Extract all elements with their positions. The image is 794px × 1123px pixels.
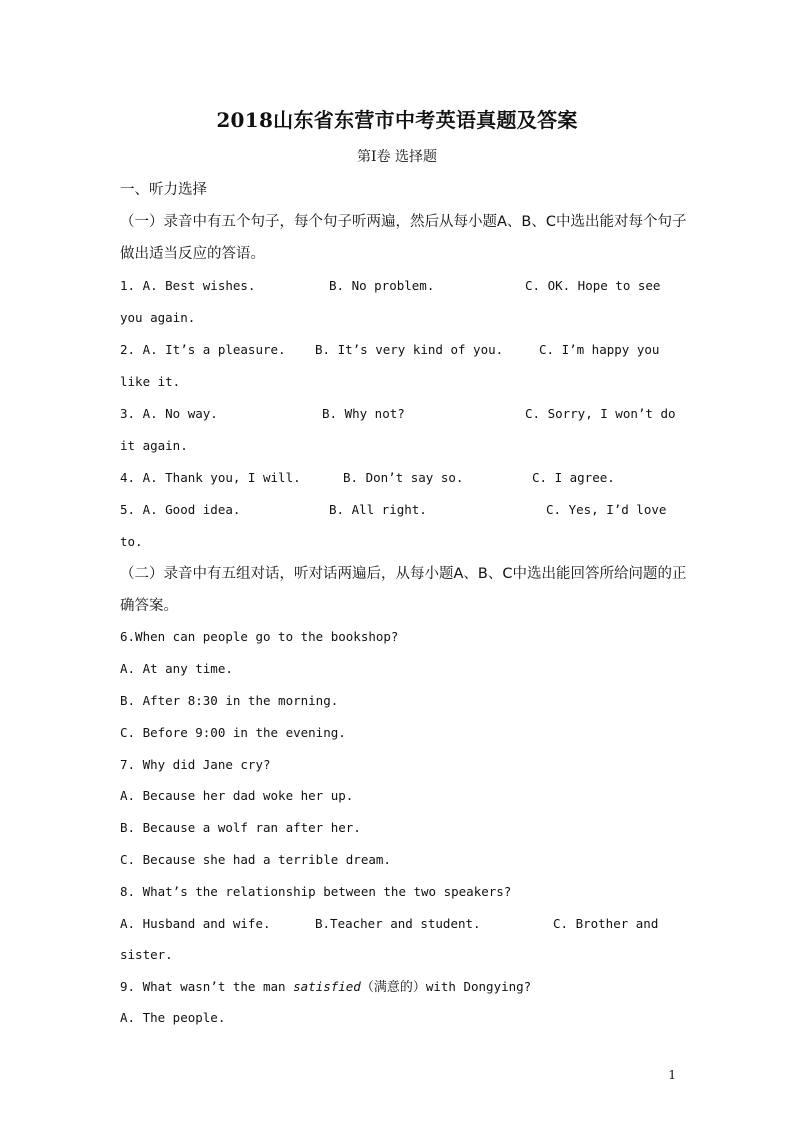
q7-option-c: C. Because she had a terrible dream. (120, 852, 391, 867)
q8-option-c: C. Brother and (553, 916, 659, 931)
section-heading: 一、听力选择 (120, 182, 207, 198)
q3-option-a: 3. A. No way. (120, 406, 218, 421)
q5-option-c: C. Yes, I’d love (546, 502, 667, 517)
q4-option-a: 4. A. Thank you, I will. (120, 470, 301, 485)
q1-option-c: C. OK. Hope to see (525, 278, 661, 293)
q9-question-text: 9. What wasn’t the man (120, 979, 294, 994)
q6-option-b: B. After 8:30 in the morning. (120, 693, 339, 708)
q6-option-a: A. At any time. (120, 661, 233, 676)
q3-option-b: B. Why not? (322, 406, 405, 421)
q9-emphasized-word: satisfied (293, 979, 361, 994)
q1-option-a: 1. A. Best wishes. (120, 278, 256, 293)
part1-instructions-line1: （一）录音中有五个句子，每个句子听两遍，然后从每小题A、B、C中选出能对每个句子 (120, 214, 687, 230)
q9-option-a: A. The people. (120, 1010, 226, 1025)
q8-option-a: A. Husband and wife. (120, 916, 271, 931)
q4-option-c: C. I agree. (532, 470, 615, 485)
q7-option-b: B. Because a wolf ran after her. (120, 820, 361, 835)
part1-instructions-line2: 做出适当反应的答语。 (120, 246, 265, 262)
q1-continuation: you again. (120, 310, 196, 325)
q5-continuation: to. (120, 534, 143, 549)
q5-option-b: B. All right. (329, 502, 427, 517)
q2-option-b: B. It’s very kind of you. (315, 342, 504, 357)
page-number: 1 (668, 1068, 676, 1082)
section-subtitle: 第Ⅰ卷 选择题 (357, 149, 437, 165)
q6-question: 6.When can people go to the bookshop? (120, 629, 399, 644)
q2-continuation: like it. (120, 374, 181, 389)
q9-question-end: with Dongying? (425, 979, 532, 994)
q9-chinese-gloss: （满意的） (360, 980, 426, 995)
q2-option-c: C. I’m happy you (539, 342, 660, 357)
q8-question: 8. What’s the relationship between the two speakers? (120, 884, 512, 899)
q9-question (120, 976, 531, 995)
q7-option-a: A. Because her dad woke her up. (120, 788, 354, 803)
q5-option-a: 5. A. Good idea. (120, 502, 241, 517)
q7-question: 7. Why did Jane cry? (120, 757, 271, 772)
q3-continuation: it again. (120, 438, 188, 453)
q1-option-b: B. No problem. (329, 278, 435, 293)
q8-option-b: B.Teacher and student. (315, 916, 481, 931)
q3-option-c: C. Sorry, I won’t do (525, 406, 676, 421)
q2-option-a: 2. A. It’s a pleasure. (120, 342, 286, 357)
q8-continuation: sister. (120, 947, 173, 962)
part2-instructions-line2: 确答案。 (120, 598, 178, 614)
q6-option-c: C. Before 9:00 in the evening. (120, 725, 346, 740)
document-title: 2018山东省东营市中考英语真题及答案 (216, 108, 578, 132)
q4-option-b: B. Don’t say so. (343, 470, 464, 485)
part2-instructions-line1: （二）录音中有五组对话，听对话两遍后，从每小题A、B、C中选出能回答所给问题的正 (120, 566, 687, 582)
